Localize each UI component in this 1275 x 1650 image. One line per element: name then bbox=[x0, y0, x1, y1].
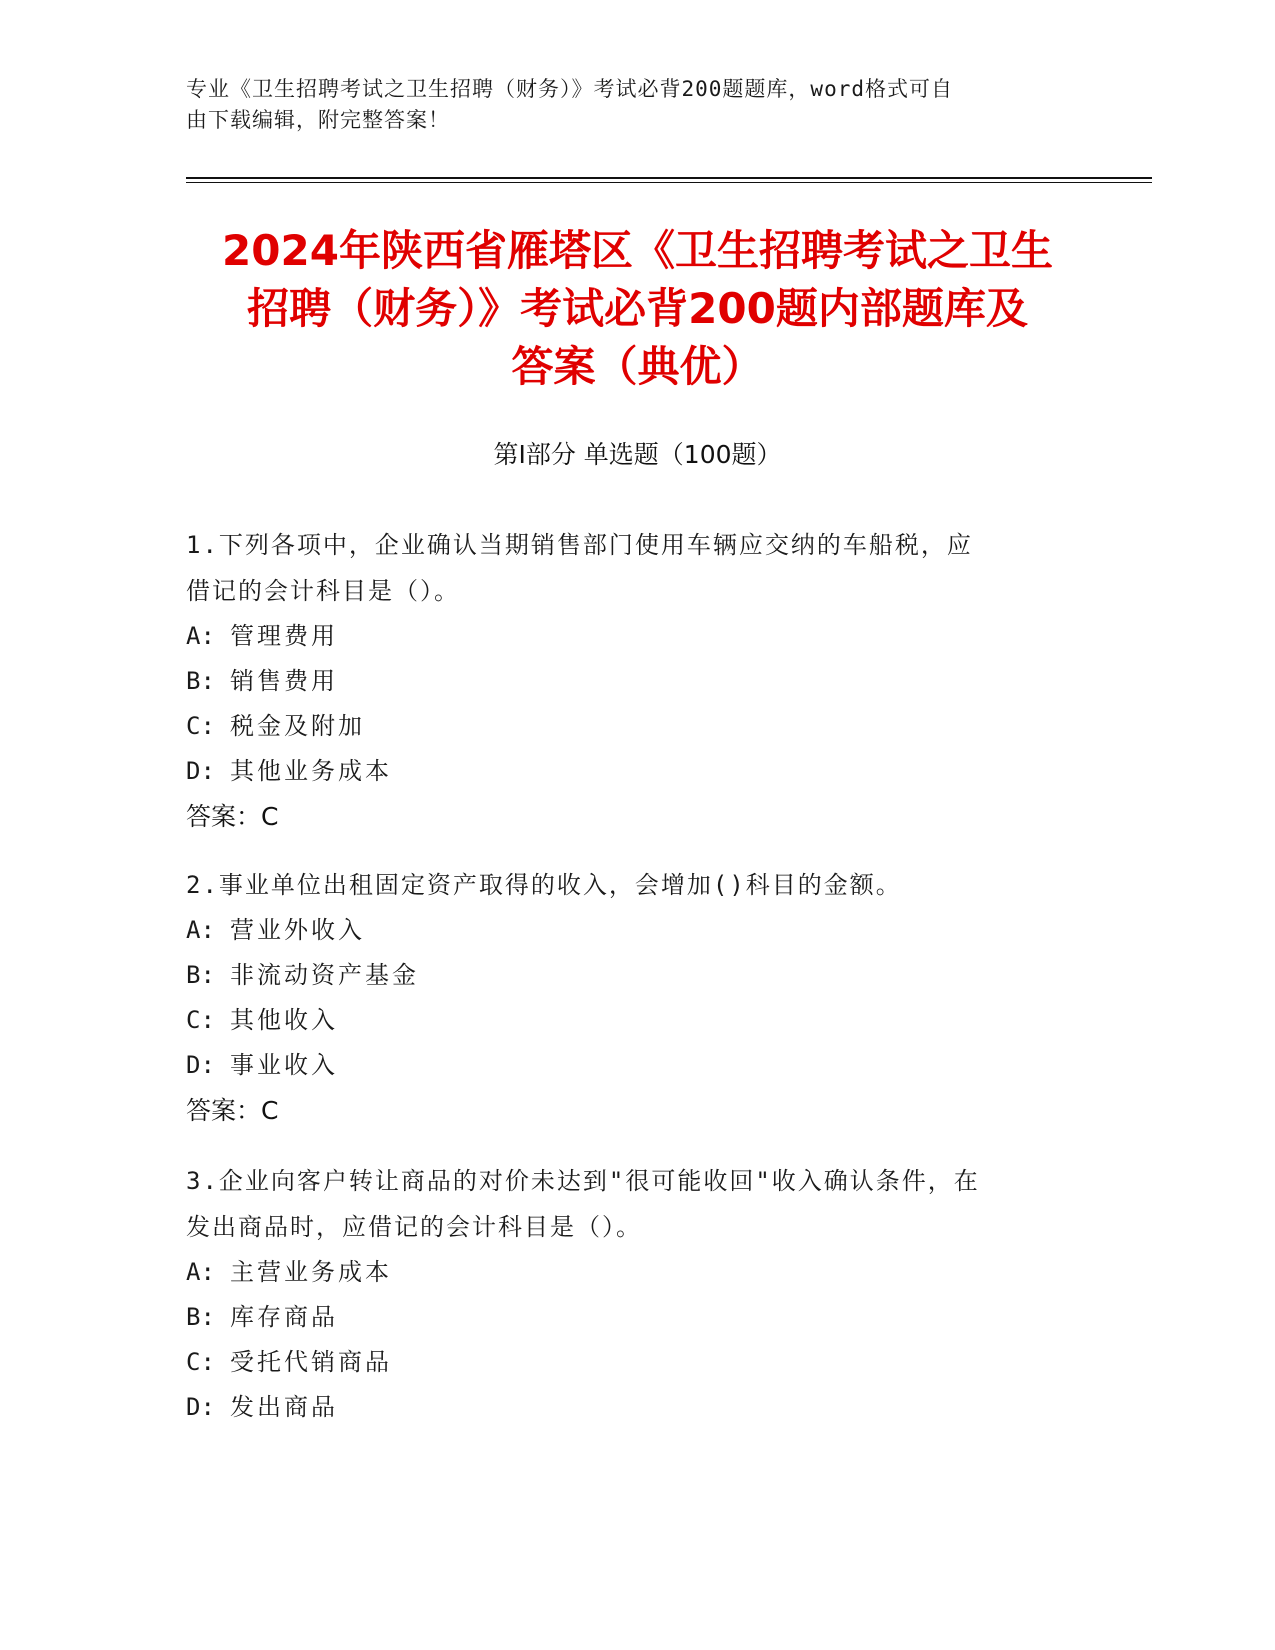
answer: 答案：C bbox=[186, 1096, 279, 1125]
option-text: 营业外收入 bbox=[230, 916, 365, 944]
option-key: A: bbox=[186, 916, 215, 944]
question-stem-line: 发出商品时，应借记的会计科目是（）。 bbox=[186, 1213, 642, 1241]
question-stem-line: 1.下列各项中，企业确认当期销售部门使用车辆应交纳的车船税，应 bbox=[186, 531, 973, 559]
option-d bbox=[186, 1385, 1066, 1430]
option-key: A: bbox=[186, 1258, 215, 1286]
header-divider-thin bbox=[186, 182, 1152, 183]
option-a bbox=[186, 908, 1066, 953]
question-stem bbox=[186, 862, 1066, 908]
question-stem-line: 3.企业向客户转让商品的对价未达到"很可能收回"收入确认条件，在 bbox=[186, 1167, 980, 1195]
option-text: 主营业务成本 bbox=[230, 1258, 392, 1286]
option-key: A: bbox=[186, 622, 215, 650]
option-text: 销售费用 bbox=[230, 667, 338, 695]
option-text: 受托代销商品 bbox=[230, 1348, 392, 1376]
option-b bbox=[186, 659, 1066, 704]
header-note-line-2: 由下载编辑，附完整答案！ bbox=[186, 108, 450, 132]
question-1 bbox=[186, 522, 1066, 840]
option-d bbox=[186, 1043, 1066, 1088]
title-line-1: 2024年陕西省雁塔区《卫生招聘考试之卫生 bbox=[222, 226, 1053, 275]
option-text: 事业收入 bbox=[230, 1051, 338, 1079]
option-key: C: bbox=[186, 712, 215, 740]
document-title bbox=[150, 222, 1125, 396]
option-text: 非流动资产基金 bbox=[230, 961, 419, 989]
option-key: B: bbox=[186, 961, 215, 989]
question-stem-line: 借记的会计科目是（）。 bbox=[186, 577, 460, 605]
question-stem-line: 2.事业单位出租固定资产取得的收入，会增加()科目的金额。 bbox=[186, 871, 902, 899]
option-c bbox=[186, 1340, 1066, 1385]
question-stem bbox=[186, 522, 1066, 614]
option-key: D: bbox=[186, 757, 215, 785]
option-key: D: bbox=[186, 1051, 215, 1079]
header-divider-thick bbox=[186, 177, 1152, 179]
option-a bbox=[186, 1250, 1066, 1295]
option-b bbox=[186, 1295, 1066, 1340]
option-key: C: bbox=[186, 1006, 215, 1034]
question-3 bbox=[186, 1158, 1066, 1430]
option-d bbox=[186, 749, 1066, 794]
option-key: D: bbox=[186, 1393, 215, 1421]
option-text: 其他业务成本 bbox=[230, 757, 392, 785]
option-key: B: bbox=[186, 1303, 215, 1331]
header-note bbox=[186, 74, 1066, 136]
question-stem bbox=[186, 1158, 1066, 1250]
section-heading: 第Ⅰ部分 单选题（100题） bbox=[493, 440, 782, 469]
option-a bbox=[186, 614, 1066, 659]
option-text: 其他收入 bbox=[230, 1006, 338, 1034]
option-b bbox=[186, 953, 1066, 998]
title-line-2: 招聘（财务）》考试必背200题内部题库及 bbox=[247, 284, 1028, 333]
option-c bbox=[186, 704, 1066, 749]
option-key: C: bbox=[186, 1348, 215, 1376]
answer: 答案：C bbox=[186, 802, 279, 831]
title-line-3: 答案（典优） bbox=[511, 342, 764, 391]
option-c bbox=[186, 998, 1066, 1043]
option-key: B: bbox=[186, 667, 215, 695]
header-note-line-1: 专业《卫生招聘考试之卫生招聘（财务）》考试必背200题题库，word格式可自 bbox=[186, 77, 953, 101]
option-text: 库存商品 bbox=[230, 1303, 338, 1331]
option-text: 发出商品 bbox=[230, 1393, 338, 1421]
option-text: 管理费用 bbox=[230, 622, 338, 650]
option-text: 税金及附加 bbox=[230, 712, 365, 740]
question-2 bbox=[186, 862, 1066, 1134]
